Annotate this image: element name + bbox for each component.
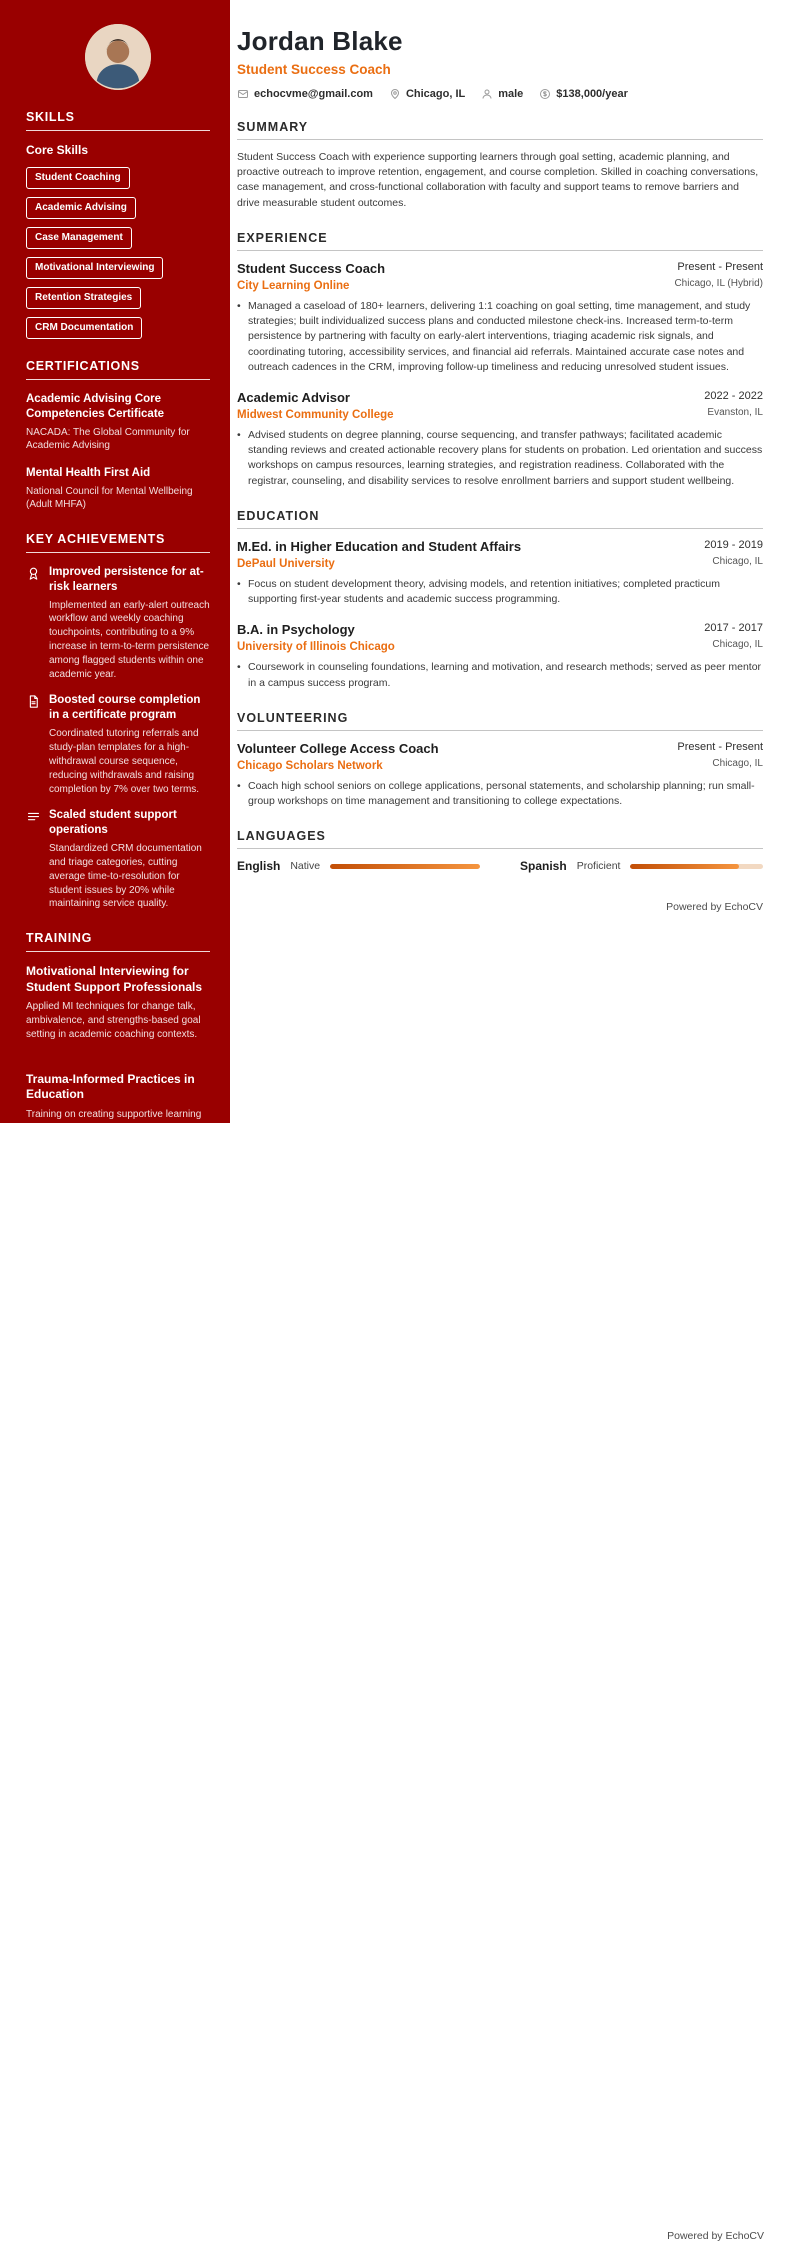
summary-text: Student Success Coach with experience supporting learners through goal setting, academic planning, and proactive outreach to improve retention, engagement, and course completion. Skilled in coaching conversations, case management, and cross-functional collaboration with faculty and support teams to remove barriers and drive measurable student outcomes. [237, 151, 759, 209]
experience-location: Evanston, IL [707, 406, 763, 418]
certification-description: National Council for Mental Wellbeing (Adult MHFA) [26, 485, 193, 511]
experience-company-link[interactable]: Midwest Community College [237, 408, 394, 421]
experience-bullet: • Managed a caseload of 180+ learners, delivering 1:1 coaching on goal setting, time management, and study strategies; built individualized success plans and conducted milestone check-ins. Increased term-to-term persistence by partnering with faculty on early-alert interventions, triaging academic risk signals, and coordinating tutoring, accessibility services, and financial aid referrals. Maintained accurate case notes and outreach cadences in the CRM, improving follow-up timeliness and reducing unresolved student issues. [237, 299, 763, 375]
skill-chip: Case Management [26, 227, 132, 249]
experience-entry [237, 390, 763, 489]
achievement-title: Boosted course completion in a certificate program [49, 694, 201, 722]
experience-entry [237, 261, 763, 375]
achievement-description: Standardized CRM documentation and triage categories, cutting average time-to-resolution for student issues by 20% while maintaining service quality. [49, 843, 202, 910]
skill-chip-list [26, 167, 210, 339]
skills-heading: SKILLS [26, 110, 210, 131]
document-icon [26, 693, 41, 796]
achievement-description: Coordinated tutoring referrals and study-plan templates for a high-withdrawal course sequence, reducing withdrawals and raising completion by 7% over two terms. [49, 728, 200, 795]
certification-title: Mental Health First Aid [26, 466, 151, 479]
experience-title: Academic Advisor [237, 389, 350, 405]
training-heading: TRAINING [26, 931, 210, 952]
contact-row [237, 88, 763, 100]
training-item [26, 1072, 210, 1163]
volunteering-organization-link[interactable]: Chicago Scholars Network [237, 759, 383, 772]
contact-gender-item [481, 88, 523, 100]
language-row [237, 859, 763, 873]
training-item [26, 964, 210, 1042]
powered-by-footer: Powered by EchoCV [666, 901, 763, 914]
summary-heading: SUMMARY [237, 120, 763, 140]
education-dates: 2017 - 2017 [704, 622, 763, 635]
skill-chip: CRM Documentation [26, 317, 142, 339]
sidebar-section-key-achievements [26, 532, 210, 911]
medal-icon [26, 565, 41, 682]
skill-chip: Retention Strategies [26, 287, 141, 309]
education-bullet: • Focus on student development theory, advising models, and retention initiatives; completed practicum supporting first-year students and academic success programming. [237, 577, 763, 607]
education-dates: 2019 - 2019 [704, 538, 763, 551]
email-icon [237, 88, 249, 100]
achievement-title: Scaled student support operations [49, 809, 177, 837]
contact-email-item [237, 88, 373, 100]
person-icon [481, 88, 493, 100]
education-bullets [237, 660, 763, 690]
education-location: Chicago, IL [712, 639, 763, 651]
education-entry [237, 622, 763, 690]
contact-gender: male [498, 88, 524, 100]
experience-bullets [237, 428, 763, 489]
volunteering-bullet: • Coach high school seniors on college applications, personal statements, and scholarship planning; run small-group workshops on time management and transitioning to college expectations. [237, 779, 763, 809]
main-content [237, 0, 763, 913]
education-degree: B.A. in Psychology [237, 622, 355, 638]
language-level: Proficient [576, 860, 621, 873]
education-heading: EDUCATION [237, 509, 763, 529]
candidate-job-title: Student Success Coach [237, 62, 391, 77]
language-proficiency-bar [630, 864, 763, 869]
achievement-item [26, 693, 210, 796]
education-school-link[interactable]: DePaul University [237, 557, 335, 570]
contact-email[interactable]: echocvme@gmail.com [254, 88, 373, 100]
education-bullet: • Coursework in counseling foundations, learning and motivation, and research methods; served as peer mentor in a campus success program. [237, 660, 763, 690]
volunteering-heading: VOLUNTEERING [237, 711, 763, 731]
experience-dates: 2022 - 2022 [704, 389, 763, 402]
sidebar-section-skills [26, 110, 210, 339]
training-description: Training on creating supportive learning environments, de-escalation, and referral pathways while maintaining boundaries and confidentiality. [26, 1108, 208, 1162]
section-experience [237, 231, 763, 489]
education-entry [237, 539, 763, 607]
education-bullets [237, 577, 763, 607]
key-achievements-heading: KEY ACHIEVEMENTS [26, 532, 210, 553]
section-volunteering [237, 711, 763, 809]
skill-chip: Academic Advising [26, 197, 136, 219]
volunteering-dates: Present - Present [677, 740, 763, 753]
volunteering-location: Chicago, IL [712, 757, 763, 769]
certification-item [26, 466, 210, 512]
achievement-item [26, 565, 210, 682]
sidebar [0, 0, 230, 1162]
experience-bullets [237, 299, 763, 375]
language-item [520, 859, 763, 873]
language-name: Spanish [520, 859, 567, 874]
language-proficiency-fill [330, 864, 480, 869]
experience-company-link[interactable]: City Learning Online [237, 279, 350, 292]
education-location: Chicago, IL [712, 555, 763, 567]
contact-location: Chicago, IL [405, 88, 466, 100]
achievement-description: Implemented an early-alert outreach workflow and weekly coaching touchpoints, contributing to a 9% increase in term-to-term persistence among flagged students within one academic year. [49, 599, 210, 680]
section-languages [237, 829, 763, 873]
languages-heading: LANGUAGES [237, 829, 763, 849]
skills-group-title: Core Skills [26, 143, 89, 157]
location-icon [389, 88, 401, 100]
achievement-title: Improved persistence for at-risk learners [49, 565, 204, 593]
candidate-name: Jordan Blake [237, 26, 403, 56]
section-education [237, 509, 763, 691]
avatar-photo-placeholder [85, 24, 151, 90]
certification-title: Academic Advising Core Competencies Certificate [26, 393, 165, 420]
language-item [237, 859, 480, 873]
volunteering-title: Volunteer College Access Coach [237, 740, 439, 756]
certification-description: NACADA: The Global Community for Academic Advising [26, 426, 190, 452]
volunteering-entry [237, 741, 763, 809]
section-summary [237, 120, 763, 211]
certification-item [26, 392, 210, 453]
training-title: Motivational Interviewing for Student Support Professionals [26, 964, 203, 994]
salary-icon [539, 88, 551, 100]
avatar [85, 24, 151, 90]
experience-location: Chicago, IL (Hybrid) [674, 277, 763, 289]
powered-by-page-footer: Powered by EchoCV [667, 2230, 764, 2242]
skill-chip: Motivational Interviewing [26, 257, 163, 279]
skill-chip: Student Coaching [26, 167, 130, 189]
sidebar-section-certifications [26, 359, 210, 512]
education-school-link[interactable]: University of Illinois Chicago [237, 641, 395, 654]
education-degree: M.Ed. in Higher Education and Student Affairs [237, 538, 522, 554]
volunteering-bullets [237, 779, 763, 809]
training-title: Trauma-Informed Practices in Education [26, 1071, 195, 1102]
language-proficiency-fill [630, 864, 739, 869]
list-icon [26, 808, 41, 911]
language-level: Native [290, 860, 321, 873]
contact-salary-item [539, 88, 628, 100]
language-name: English [237, 859, 281, 874]
experience-bullet: • Advised students on degree planning, course sequencing, and transfer pathways; facilitated academic standing reviews and created actionable recovery plans for students on probation. Led orientation and success workshops on campus resources, learning strategies, and registration readiness. Collaborated with the registrar, counseling, and disability services to resolve enrollment barriers and support student wellbeing. [237, 428, 763, 489]
achievement-item [26, 808, 210, 911]
contact-salary: $138,000/year [556, 88, 628, 100]
sidebar-section-training [26, 931, 210, 1163]
experience-title: Student Success Coach [237, 260, 386, 276]
experience-heading: EXPERIENCE [237, 231, 763, 251]
experience-dates: Present - Present [677, 260, 763, 273]
training-description: Applied MI techniques for change talk, ambivalence, and strengths-based goal setting in academic coaching contexts. [26, 1001, 201, 1040]
certifications-heading: CERTIFICATIONS [26, 359, 210, 380]
language-proficiency-bar [330, 864, 480, 869]
contact-location-item [389, 88, 465, 100]
